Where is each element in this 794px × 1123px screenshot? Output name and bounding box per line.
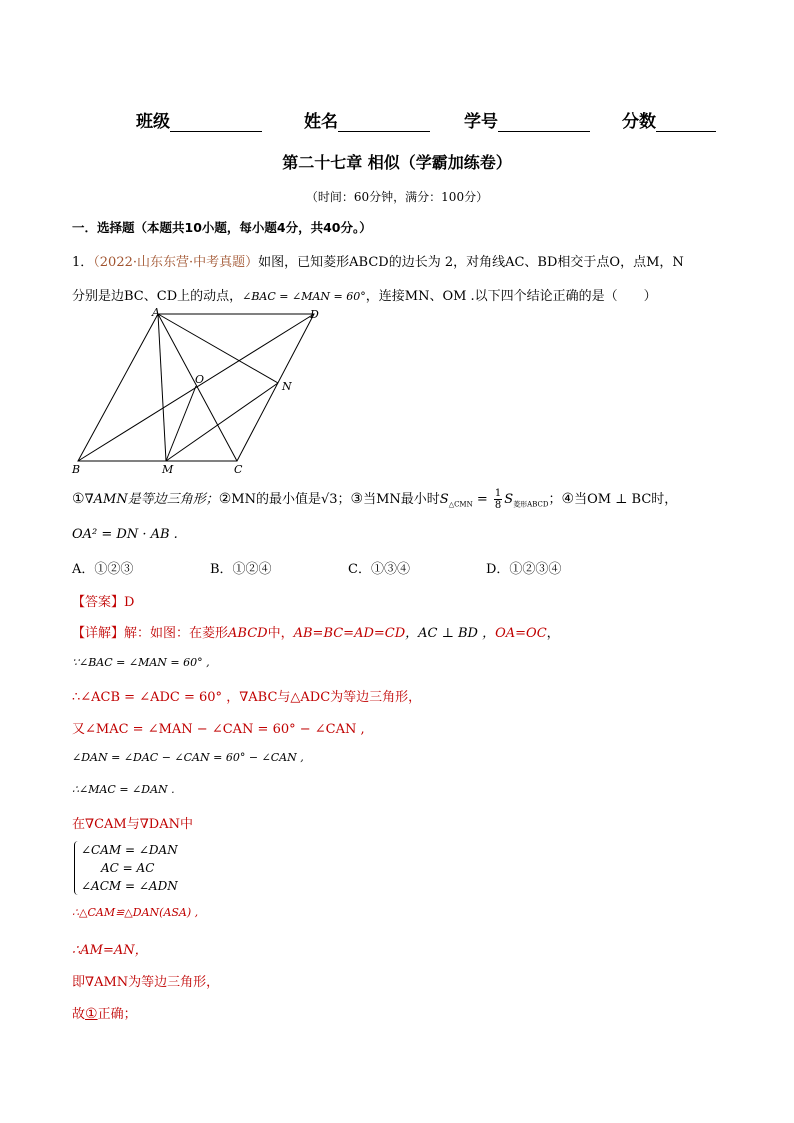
- system-row-1: ∠CAM = ∠DAN: [81, 843, 178, 857]
- solution-11-pre: 故: [72, 1007, 86, 1022]
- name-label: 姓名: [304, 112, 338, 132]
- circle-3: ③: [350, 491, 364, 507]
- system-row-2: AC = AC: [101, 861, 155, 875]
- solution-line-9: ∴AM=AN，: [72, 943, 148, 958]
- solution-line-8: ∴△CAM≌△DAN(ASA) ,: [72, 906, 199, 919]
- solution-1-oa: OA=OC: [495, 626, 547, 641]
- score-field[interactable]: [622, 107, 716, 132]
- solution-line-10: 即∇AMN为等边三角形，: [72, 975, 220, 990]
- s-left: S: [439, 492, 449, 507]
- answer-label: 【答案】: [72, 595, 125, 610]
- solution-1-abcd: ABCD: [228, 626, 268, 641]
- name-field[interactable]: [304, 107, 430, 132]
- question-line-2: [72, 285, 657, 304]
- class-field[interactable]: [136, 107, 262, 132]
- circle-1: ①: [72, 491, 85, 507]
- class-label: 班级: [136, 112, 170, 132]
- s-right-sub: 菱形ABCD: [513, 500, 549, 509]
- conclusion-3a: 当MN最小时: [363, 492, 440, 507]
- conclusion-1: ∇AMN是等边三角形；: [84, 492, 219, 507]
- answer-line: [72, 591, 134, 610]
- solution-line-5: ∠DAN = ∠DAC − ∠CAN = 60° − ∠CAN ,: [72, 751, 304, 764]
- question-text-1: 如图，已知菱形ABCD的边长为 2，对角线AC、BD相交于点O，点M，N: [258, 255, 684, 270]
- id-blank[interactable]: [498, 113, 590, 132]
- s-right: S: [504, 492, 514, 507]
- frac-num: 1: [494, 488, 502, 499]
- conclusion-2: MN的最小值是√3；: [231, 492, 351, 507]
- conclusion-4: 当OM ⊥ BC时，: [574, 492, 678, 507]
- circle-4: ④: [561, 491, 575, 507]
- label-b: B: [72, 463, 81, 476]
- rhombus-figure: [70, 306, 330, 476]
- solution-line-1: [72, 622, 560, 641]
- segment-am: [158, 314, 166, 461]
- name-blank[interactable]: [338, 113, 430, 132]
- solution-label: 【详解】: [72, 626, 125, 641]
- label-d: D: [310, 308, 319, 321]
- solution-line-2: ∵∠BAC = ∠MAN = 60° ,: [72, 656, 210, 669]
- score-blank[interactable]: [656, 113, 716, 132]
- frac-den: 8: [494, 500, 502, 511]
- s-left-sub: △CMN: [448, 500, 473, 509]
- option-c[interactable]: C．①③④: [348, 562, 410, 577]
- solution-line-6: ∴∠MAC = ∠DAN .: [72, 783, 175, 796]
- solution-1-perp: ，AC ⊥ BD ，: [405, 626, 496, 641]
- id-field[interactable]: [464, 107, 590, 132]
- solution-line-3: ∴∠ACB = ∠ADC = 60° ，∇ABC与△ADC为等边三角形，: [72, 690, 422, 705]
- id-label: 学号: [464, 112, 498, 132]
- page-title: 第二十七章 相似（学霸加练卷）: [282, 153, 512, 172]
- solution-1-eq: AB=BC=AD=CD: [293, 626, 406, 641]
- label-n: N: [282, 380, 292, 393]
- option-a[interactable]: A．①②③: [72, 562, 134, 577]
- system-row-3: ∠ACM = ∠ADN: [81, 879, 178, 893]
- answer-value: D: [124, 595, 135, 610]
- solution-1-end: ，: [546, 626, 560, 641]
- label-a: A: [152, 306, 160, 319]
- label-m: M: [162, 463, 174, 476]
- page-subtitle: （时间：60分钟，满分：100分）: [305, 190, 489, 204]
- question-text-2a: 分别是边BC、CD上的动点，: [72, 289, 243, 304]
- label-c: C: [234, 463, 243, 476]
- label-o: O: [195, 373, 205, 386]
- conclusion-3b: ；: [548, 492, 562, 507]
- question-number: 1．: [72, 255, 94, 270]
- question-math-angle: ∠BAC = ∠MAN = 60°: [242, 290, 366, 303]
- congruence-system: [74, 841, 178, 895]
- solution-1-pre: 解：如图：在菱形: [124, 626, 229, 641]
- circle-2: ②: [218, 491, 232, 507]
- question-text-2b: ，连接MN、OM .以下四个结论正确的是（ ）: [365, 289, 657, 304]
- solution-11-post: 正确；: [97, 1007, 137, 1022]
- class-blank[interactable]: [170, 113, 262, 132]
- conclusions-line-2: OA² = DN · AB .: [72, 527, 178, 542]
- score-label: 分数: [622, 112, 656, 132]
- solution-line-7: 在∇CAM与∇DAN中: [72, 817, 193, 832]
- solution-line-11: [72, 1003, 137, 1022]
- fraction-one-eighth: [494, 488, 502, 511]
- solution-line-4: 又∠MAC = ∠MAN − ∠CAN = 60° − ∠CAN ,: [72, 722, 365, 737]
- option-b[interactable]: B．①②④: [210, 562, 272, 577]
- option-d[interactable]: D．①②③④: [486, 562, 562, 577]
- section-heading: 一．选择题（本题共10小题，每小题4分，共40分。）: [72, 220, 372, 235]
- solution-11-mark: ①: [85, 1006, 98, 1022]
- question-source: （2022·山东东营·中考真题）: [93, 255, 259, 270]
- segment-mn: [166, 383, 278, 461]
- solution-1-mid: 中，: [267, 626, 294, 641]
- conclusions-line-1: ①∇AMN是等边三角形；②MN的最小值是√3；③当MN最小时$S_{\triangle CMN}$ = $\frac{1}{8}$ $S_{菱形ABCD}$；④当OM ⊥ BC时，: [72, 488, 678, 511]
- question-line-1: [72, 251, 684, 270]
